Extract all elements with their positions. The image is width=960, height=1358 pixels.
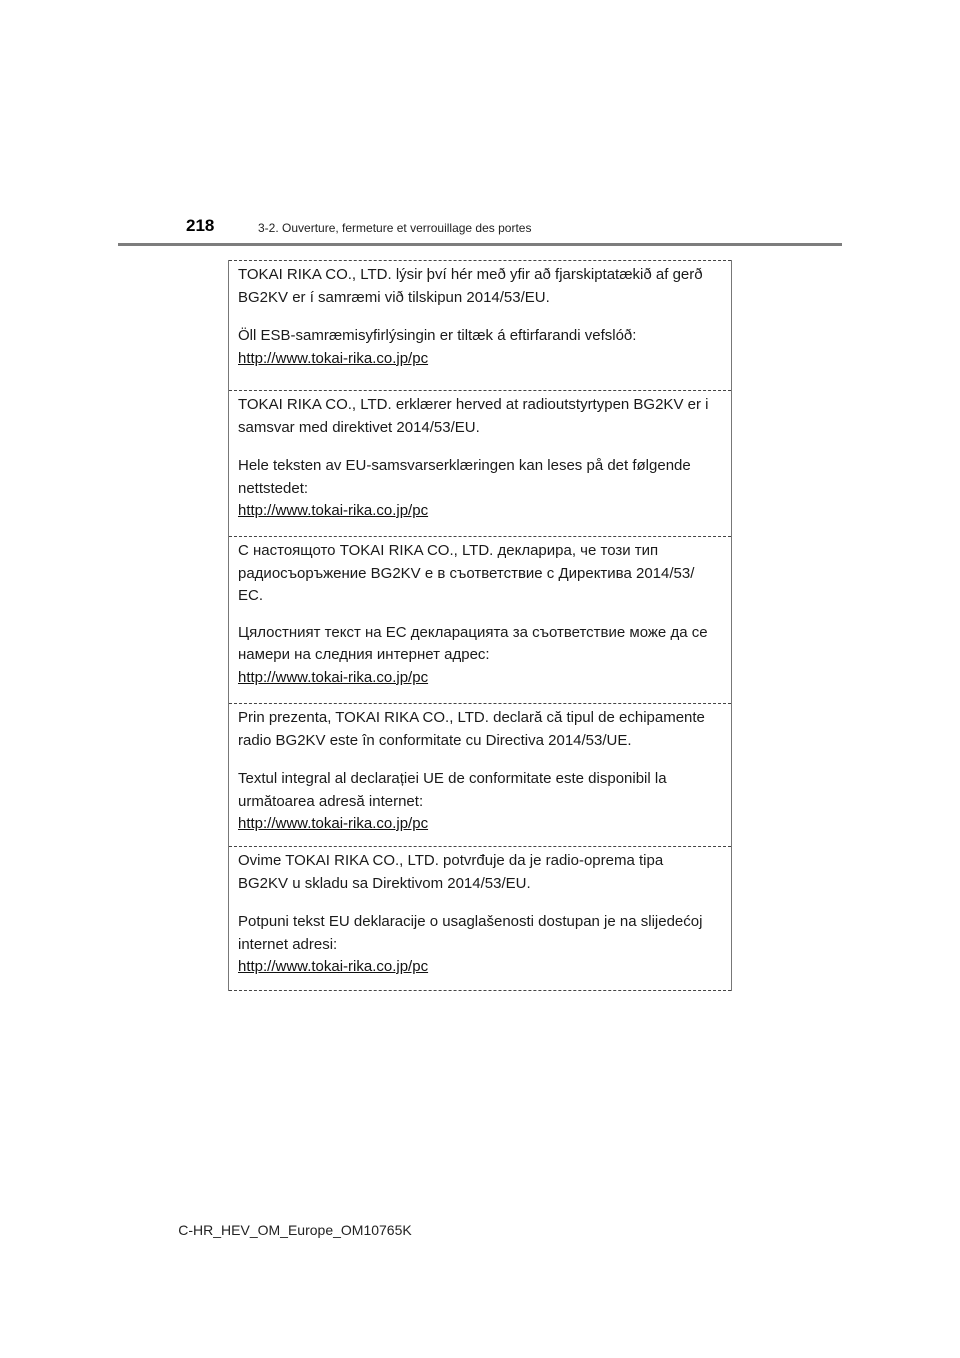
fulltext-availability — [238, 911, 709, 979]
declaration-url[interactable]: http://www.tokai-rika.co.jp/pc — [238, 815, 429, 832]
fulltext-availability — [238, 622, 709, 690]
declaration-text: Prin prezenta, TOKAI RIKA CO., LTD. declară că tipul de echipamente radio BG2KV este în conformitate cu Directiva 2014/53/UE. — [238, 709, 705, 749]
fulltext-availability — [238, 325, 709, 370]
declaration-block-croatian — [229, 846, 731, 991]
declaration-url[interactable]: http://www.tokai-rika.co.jp/pc — [238, 668, 429, 686]
fulltext-label: Textul integral al declarației UE de conformitate este disponibil la următoarea adresă internet: — [238, 770, 667, 810]
fulltext-availability — [238, 455, 709, 523]
declaration-url[interactable]: http://www.tokai-rika.co.jp/pc — [238, 958, 429, 975]
declaration-text: С настоящото TOKAI RIKA CO., LTD. декларира, че този тип радиосъоръжение BG2KV е в съответствие с Директива 2014/53/ЕС. — [238, 542, 695, 604]
declaration-block-romanian — [229, 703, 731, 846]
section-title: 3-2. Ouverture, fermeture et verrouillage des portes — [258, 221, 532, 235]
declaration-text: TOKAI RIKA CO., LTD. lýsir því hér með yfir að fjarskiptatækið af gerð BG2KV er í samræmi við tilskipun 2014/53/EU. — [238, 266, 703, 306]
declaration-text: TOKAI RIKA CO., LTD. erklærer herved at radioutstyrtypen BG2KV er i samsvar med direktivet 2014/53/EU. — [238, 396, 709, 436]
declaration-url[interactable]: http://www.tokai-rika.co.jp/pc — [238, 349, 429, 367]
fulltext-availability — [238, 768, 709, 836]
declaration-url[interactable]: http://www.tokai-rika.co.jp/pc — [238, 502, 429, 519]
header-rule — [118, 243, 842, 246]
declaration-block-bulgarian — [229, 536, 731, 703]
fulltext-label: Hele teksten av EU-samsvarserklæringen kan leses på det følgende nettstedet: — [238, 457, 691, 497]
declaration-text: Ovime TOKAI RIKA CO., LTD. potvrđuje da je radio-oprema tipa BG2KV u skladu sa Direktivom 2014/53/EU. — [238, 852, 664, 892]
page-number: 218 — [186, 216, 215, 235]
declaration-block-icelandic — [229, 260, 731, 390]
document-code: C-HR_HEV_OM_Europe_OM10765K — [178, 1222, 412, 1238]
fulltext-label: Potpuni tekst EU deklaracije o usaglašenosti dostupan je na slijedećoj internet adresi: — [238, 913, 703, 953]
fulltext-label: Öll ESB-samræmisyfirlýsingin er tiltæk á eftirfarandi vefslóð: — [238, 327, 637, 344]
fulltext-label: Цялостният текст на ЕС декларацията за съответствие може да се намери на следния интернет адрес: — [238, 623, 708, 663]
declaration-block-norwegian — [229, 390, 731, 536]
declaration-document — [228, 260, 732, 991]
